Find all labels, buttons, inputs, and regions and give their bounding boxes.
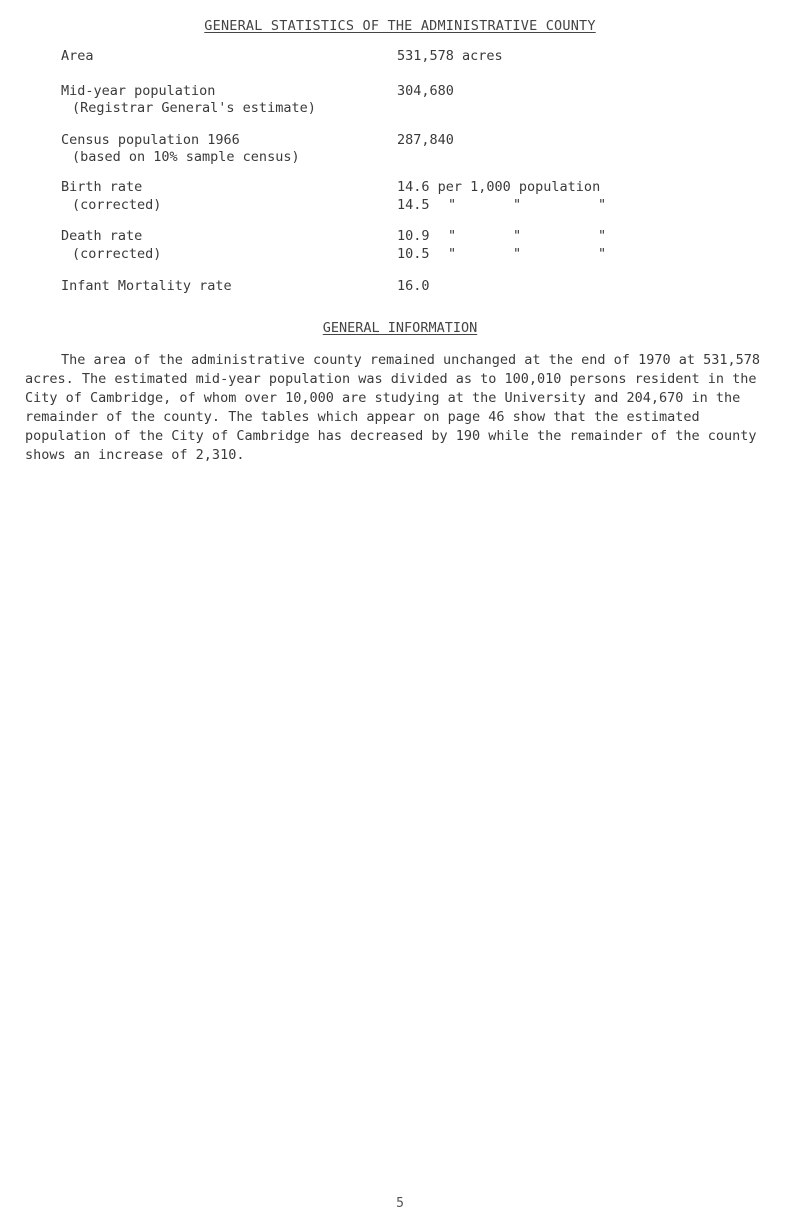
ditto-mark: " <box>513 197 522 213</box>
ditto-mark: " <box>448 246 457 262</box>
birth-rate-sublabel: (corrected) <box>72 197 162 213</box>
mid-year-population-label: Mid-year population <box>61 83 216 99</box>
census-population-sublabel: (based on 10% sample census) <box>72 149 300 165</box>
death-rate-corrected-value: 10.5 <box>397 246 430 262</box>
ditto-mark: " <box>598 246 607 262</box>
birth-rate-label: Birth rate <box>61 179 143 195</box>
death-rate-value: 10.9 <box>397 228 430 244</box>
death-rate-sublabel: (corrected) <box>72 246 162 262</box>
area-label: Area <box>61 48 94 64</box>
page-title: GENERAL STATISTICS OF THE ADMINISTRATIVE COUNTY <box>204 18 596 34</box>
infant-mortality-value: 16.0 <box>397 278 430 294</box>
ditto-mark: " <box>598 197 607 213</box>
ditto-mark: " <box>448 197 457 213</box>
area-value: 531,578 acres <box>397 48 503 64</box>
census-population-label: Census population 1966 <box>61 132 240 148</box>
general-information-paragraph: The area of the administrative county remained unchanged at the end of 1970 at 531,578 acres. The estimated mid-year population was divided as to 100,010 persons resident in the City of Cambridge, of whom over 10,000 are studying at the University and 204,670 in the remainder of the county. The tables which appear on page 46 show that the estimated population of the City of Cambridge has decreased by 190 while the remainder of the county shows an increase of 2,310. <box>25 352 760 463</box>
death-rate-label: Death rate <box>61 228 143 244</box>
mid-year-population-sublabel: (Registrar General's estimate) <box>72 100 316 116</box>
census-population-value: 287,840 <box>397 132 454 148</box>
mid-year-population-value: 304,680 <box>397 83 454 99</box>
ditto-mark: " <box>448 228 457 244</box>
birth-rate-corrected-value: 14.5 <box>397 197 430 213</box>
page-number: 5 <box>396 1196 404 1211</box>
section-title-general-information: GENERAL INFORMATION <box>322 320 478 336</box>
infant-mortality-label: Infant Mortality rate <box>61 278 232 294</box>
ditto-mark: " <box>513 228 522 244</box>
birth-rate-value: 14.6 per 1,000 population <box>397 179 601 195</box>
ditto-mark: " <box>513 246 522 262</box>
ditto-mark: " <box>598 228 607 244</box>
